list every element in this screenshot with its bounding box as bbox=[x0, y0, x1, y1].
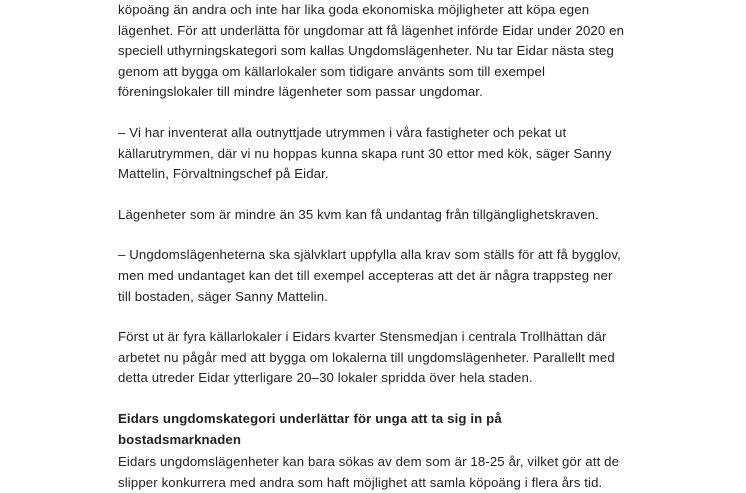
paragraph-quote-requirements: – Ungdomslägenheterna ska självklart uppfylla alla krav som ställs för att få bygglov, men med undantaget kan det till exempel accepteras att det är några trappsteg ner till bostaden, säger Sanny Mattelin. bbox=[118, 247, 621, 304]
paragraph-quote-inventory: – Vi har inventerat alla outnyttjade utrymmen i våra fastigheter och pekat ut källarutrymmen, där vi nu hoppas kunna skapa runt 30 ettor med kök, säger Sanny Mattelin, Förvaltningschef på Eidar. bbox=[118, 124, 612, 182]
document-body bbox=[118, 0, 628, 493]
paragraph-age-requirement: Eidars ungdomslägenheter kan bara sökas av dem som är 18-25 år, vilket gör att de slipper konkurrera med andra som haft möjlighet att samla köpoäng i flera års tid. bbox=[118, 454, 620, 490]
paragraph-stensmedjan: Först ut är fyra källarlokaler i Eidars kvarter Stensmedjan i centrala Trollhättan där arbetet nu pågår med att bygga om lokalerna till ungdomslägenheter. Parallellt med detta utreder Eidar ytterligare 20–30 lokaler spridda över hela staden. bbox=[118, 329, 615, 386]
paragraph-size-exemption: Lägenheter som är mindre än 35 kvm kan få undantag från tillgänglighetskraven. bbox=[118, 206, 599, 222]
section-subheading: Eidars ungdomskategori underlättar för unga att ta sig in på bostadsmarknaden bbox=[118, 410, 502, 447]
paragraph-continuation: köpoäng än andra och inte har lika goda ekonomiska möjligheter att köpa egen lägenhet. För att underlätta för ungdomar att få lägenhet införde Eidar under 2020 en speciell uthyrningskategori som kallas Ungdomslägenheter. Nu tar Eidar nästa steg genom att bygga om källarlokaler som tidigare använts som till exempel föreningslokaler till mindre lägenheter som passar ungdomar. bbox=[118, 2, 625, 100]
